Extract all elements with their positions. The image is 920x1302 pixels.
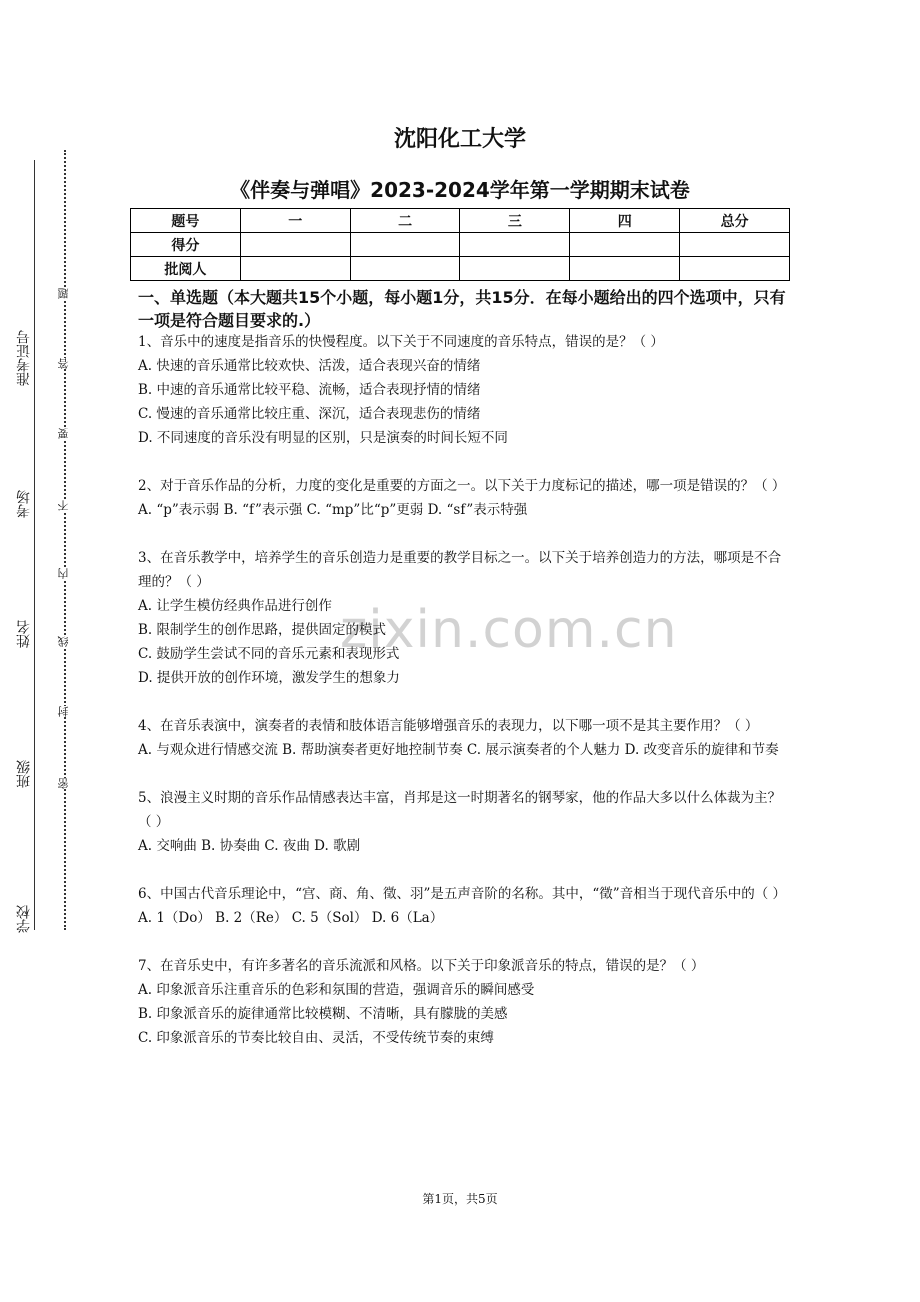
question-list bbox=[138, 330, 786, 1074]
question-option: C. 慢速的音乐通常比较庄重、深沉，适合表现悲伤的情绪 bbox=[138, 406, 481, 422]
grader-row bbox=[131, 257, 790, 281]
question-stem: 5、浪漫主义时期的音乐作品情感表达丰富，肖邦是这一时期著名的钢琴家，他的作品大多以什么体裁为主？（ ） bbox=[138, 790, 782, 830]
question-stem: 6、中国古代音乐理论中，“宫、商、角、徵、羽”是五声音阶的名称。其中，“徵”音相当于现代音乐中的（ ） bbox=[138, 886, 786, 902]
question bbox=[138, 954, 783, 1050]
class-label: 班级 bbox=[16, 760, 32, 788]
score-cell[interactable] bbox=[460, 233, 570, 257]
question-option: A. 让学生模仿经典作品进行创作 bbox=[138, 598, 332, 614]
grader-cell[interactable] bbox=[460, 257, 570, 281]
page-footer: 第1页，共5页 bbox=[422, 1192, 498, 1206]
question-option: B. 中速的音乐通常比较平稳、流畅，适合表现抒情的情绪 bbox=[138, 382, 481, 398]
question bbox=[138, 474, 786, 522]
score-header-cell: 四 bbox=[570, 209, 680, 233]
question bbox=[138, 546, 783, 690]
score-header-cell: 三 bbox=[460, 209, 570, 233]
score-row bbox=[131, 233, 790, 257]
question-stem: 7、在音乐史中，有许多著名的音乐流派和风格。以下关于印象派音乐的特点，错误的是？（ ） bbox=[138, 958, 705, 974]
exam-room-label: 考场 bbox=[16, 490, 32, 518]
question-option: B. 限制学生的创作思路，提供固定的模式 bbox=[138, 622, 387, 638]
question-stem: 1、音乐中的速度是指音乐的快慢程度。以下关于不同速度的音乐特点，错误的是？（ ） bbox=[138, 334, 664, 350]
score-header-cell: 二 bbox=[350, 209, 460, 233]
exam-title: 《伴奏与弹唱》2023-2024学年第一学期期末试卷 bbox=[230, 178, 690, 202]
seal-char: 答 bbox=[55, 358, 73, 369]
score-cell[interactable] bbox=[680, 233, 790, 257]
name-label: 姓名 bbox=[16, 620, 32, 648]
grader-cell[interactable] bbox=[240, 257, 350, 281]
school-label: 学校 bbox=[16, 905, 32, 933]
seal-char: 题 bbox=[55, 288, 73, 299]
question bbox=[138, 330, 783, 450]
school-title: 沈阳化工大学 bbox=[393, 127, 526, 152]
question-option: C. 鼓励学生尝试不同的音乐元素和表现形式 bbox=[138, 646, 400, 662]
seal-char: 内 bbox=[55, 568, 73, 579]
score-header-cell: 总分 bbox=[680, 209, 790, 233]
question-option: A. 与观众进行情感交流 B. 帮助演奏者更好地控制节奏 C. 展示演奏者的个人魅力 D. 改变音乐的旋律和节奏 bbox=[138, 742, 779, 758]
seal-char: 要 bbox=[55, 428, 73, 439]
exam-number-label: 准考证号 bbox=[16, 330, 32, 386]
section-heading: 一、单选题（本大题共15个小题，每小题1分，共15分．在每小题给出的四个选项中，只有一项是符合题目要求的.） bbox=[138, 288, 786, 330]
seal-char: 线 bbox=[55, 636, 73, 647]
score-table bbox=[130, 208, 790, 281]
question-option: D. 提供开放的创作环境，激发学生的想象力 bbox=[138, 670, 400, 686]
question-option: A. 1（Do） B. 2（Re） C. 5（Sol） D. 6（La） bbox=[138, 910, 444, 926]
seal-char: 封 bbox=[55, 706, 73, 717]
question-option: A. 快速的音乐通常比较欢快、活泼，适合表现兴奋的情绪 bbox=[138, 358, 481, 374]
binding-line bbox=[34, 160, 35, 930]
question-option: A. 印象派音乐注重音乐的色彩和氛围的营造，强调音乐的瞬间感受 bbox=[138, 982, 535, 998]
grader-cell[interactable] bbox=[680, 257, 790, 281]
question bbox=[138, 786, 783, 858]
question bbox=[138, 714, 783, 762]
grader-cell[interactable] bbox=[570, 257, 680, 281]
watermark: zixin.com.cn bbox=[340, 600, 678, 660]
score-header-cell: 题号 bbox=[131, 209, 241, 233]
question-option: A. 交响曲 B. 协奏曲 C. 夜曲 D. 歌剧 bbox=[138, 838, 361, 854]
score-cell[interactable] bbox=[350, 233, 460, 257]
question-option: A. “p”表示弱 B. “f”表示强 C. “mp”比“p”更弱 D. “sf”表示特强 bbox=[138, 502, 528, 518]
question-stem: 3、在音乐教学中，培养学生的音乐创造力是重要的教学目标之一。以下关于培养创造力的方法，哪项是不合理的？（ ） bbox=[138, 550, 782, 590]
score-header-cell: 一 bbox=[240, 209, 350, 233]
question-option: D. 不同速度的音乐没有明显的区别，只是演奏的时间长短不同 bbox=[138, 430, 508, 446]
question-option: C. 印象派音乐的节奏比较自由、灵活，不受传统节奏的束缚 bbox=[138, 1030, 494, 1046]
seal-char: 不 bbox=[55, 500, 73, 511]
seal-char: 密 bbox=[55, 778, 73, 789]
question-stem: 2、对于音乐作品的分析，力度的变化是重要的方面之一。以下关于力度标记的描述，哪一项是错误的？（ ） bbox=[138, 478, 786, 494]
score-cell[interactable] bbox=[240, 233, 350, 257]
question bbox=[138, 882, 786, 930]
grader-row-label: 批阅人 bbox=[131, 257, 241, 281]
question-stem: 4、在音乐表演中，演奏者的表情和肢体语言能够增强音乐的表现力，以下哪一项不是其主要作用？（ ） bbox=[138, 718, 759, 734]
grader-cell[interactable] bbox=[350, 257, 460, 281]
score-cell[interactable] bbox=[570, 233, 680, 257]
question-option: B. 印象派音乐的旋律通常比较模糊、不清晰，具有朦胧的美感 bbox=[138, 1006, 508, 1022]
score-row-label: 得分 bbox=[131, 233, 241, 257]
seal-dotted-line bbox=[64, 150, 66, 930]
score-table-header-row bbox=[131, 209, 790, 233]
